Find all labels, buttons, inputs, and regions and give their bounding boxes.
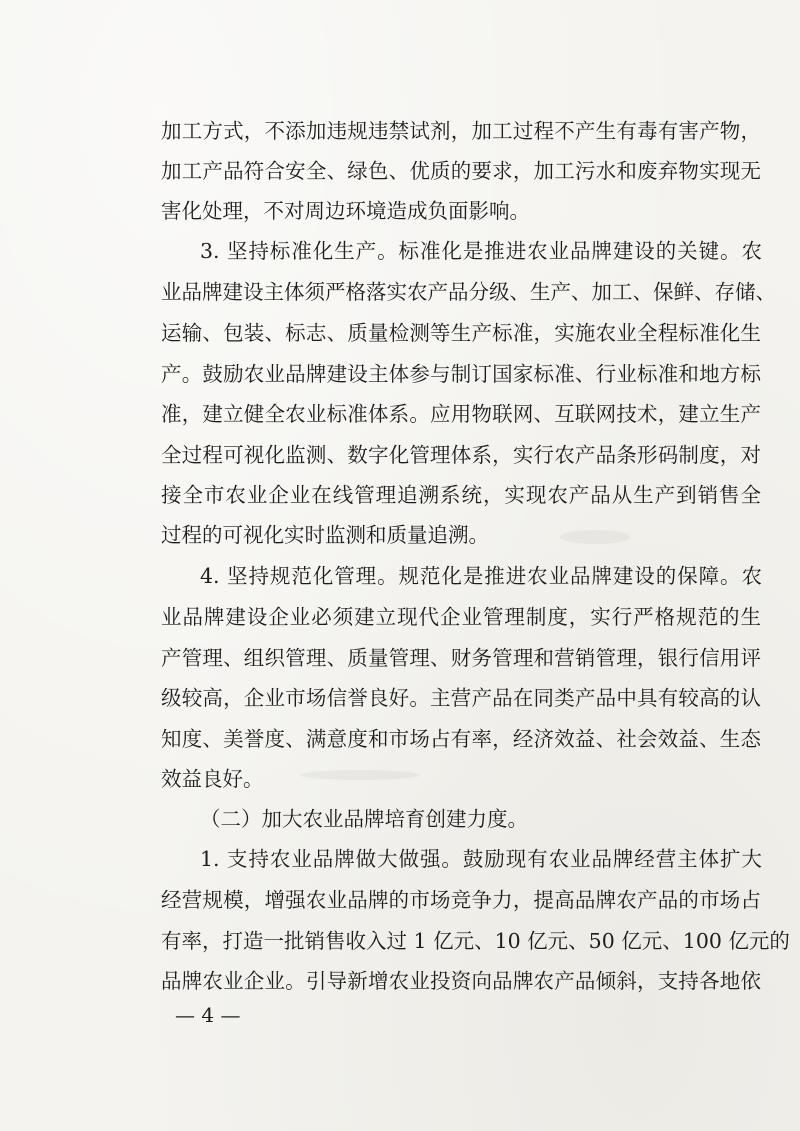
- body-text-line: 产管理、组织管理、质量管理、财务管理和营销管理，银行信用评: [161, 646, 761, 670]
- body-text-line: 经营规模，增强农业品牌的市场竞争力，提高品牌农产品的市场占: [161, 888, 761, 912]
- section-4-line: 4. 坚持规范化管理。规范化是推进农业品牌建设的保障。农: [200, 564, 762, 588]
- body-text-line: 级较高，企业市场信誉良好。主营产品在同类产品中具有较高的认: [161, 686, 761, 710]
- body-text-line: 接全市农业企业在线管理追溯系统，实现农产品从生产到销售全: [161, 483, 761, 507]
- page-number: — 4 —: [175, 1003, 241, 1027]
- section-1-line: 1. 支持农业品牌做大做强。鼓励现有农业品牌经营主体扩大: [200, 847, 762, 871]
- body-text-line: 准，建立健全农业标准体系。应用物联网、互联网技术，建立生产: [161, 402, 761, 426]
- body-text-line: 害化处理，不对周边环境造成负面影响。: [161, 199, 530, 223]
- section-3-line: 3. 坚持标准化生产。标准化是推进农业品牌建设的关键。农: [200, 239, 762, 263]
- body-text-line: 运输、包装、标志、质量检测等生产标准，实施农业全程标准化生: [161, 321, 761, 345]
- body-text-line: 品牌农业企业。引导新增农业投资向品牌农产品倾斜，支持各地依: [161, 969, 761, 993]
- body-text-line: 业品牌建设企业必须建立现代企业管理制度，实行严格规范的生: [161, 605, 761, 629]
- body-text-line: 加工方式，不添加违规违禁试剂，加工过程不产生有毒有害产物，: [161, 119, 761, 143]
- body-text-line: 效益良好。: [161, 767, 264, 791]
- body-text-line: 有率，打造一批销售收入过 1 亿元、10 亿元、50 亿元、100 亿元的: [161, 929, 790, 953]
- body-text-line: 全过程可视化监测、数字化管理体系，实行农产品条形码制度，对: [161, 443, 761, 467]
- body-text-line: 业品牌建设主体须严格落实农产品分级、生产、加工、保鲜、存储、: [161, 280, 776, 304]
- subheading: （二）加大农业品牌培育创建力度。: [200, 807, 528, 831]
- body-text-line: 产。鼓励农业品牌建设主体参与制订国家标准、行业标准和地方标: [161, 362, 761, 386]
- body-text-line: 加工产品符合安全、绿色、优质的要求，加工污水和废弃物实现无: [161, 159, 761, 183]
- body-text-line: 过程的可视化实时监测和质量追溯。: [161, 523, 489, 547]
- body-text-line: 知度、美誉度、满意度和市场占有率，经济效益、社会效益、生态: [161, 727, 761, 751]
